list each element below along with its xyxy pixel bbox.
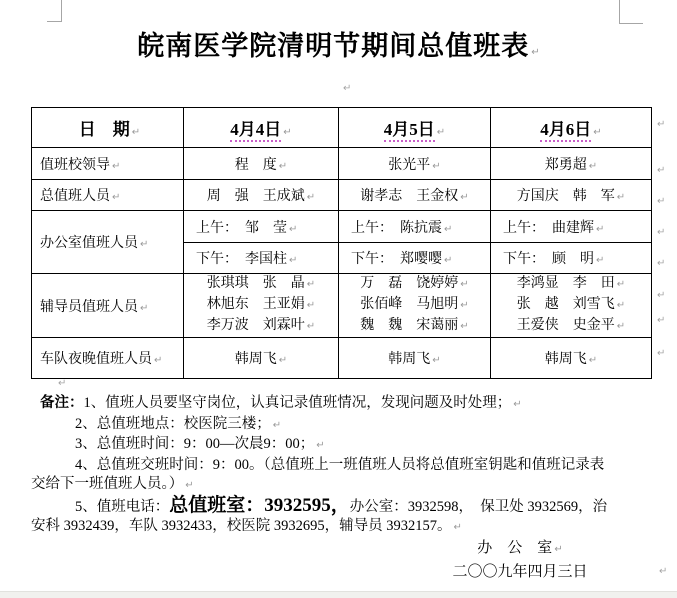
pilcrow-mark: ↵ <box>306 279 316 290</box>
value-cell <box>491 180 652 211</box>
value-cell <box>184 274 339 338</box>
person-name: 郑勇超 <box>544 157 587 173</box>
notes-section <box>31 394 656 538</box>
person-name: 周 强 王成斌 <box>206 189 305 204</box>
value-cell <box>184 148 339 180</box>
value-cell <box>491 148 652 180</box>
value-cell <box>339 148 491 180</box>
pilcrow-mark: ↵ <box>289 223 298 235</box>
pilcrow-mark: ↵ <box>659 566 668 577</box>
note-line-5-cont <box>31 517 656 538</box>
person-names: 张琪琪 张 晶 <box>206 276 305 291</box>
note-5-phones: 办公室：3932598， 保卫处 3932569，治 <box>349 498 608 515</box>
pilcrow-mark: ↵ <box>58 378 67 389</box>
note-4-text: 4、总值班交班时间：9：00。（总值班上一班值班人员将总值班室钥匙和值班记录表 <box>75 456 605 473</box>
pilcrow-mark: ↵ <box>343 83 352 94</box>
date-apr5: 4月5日 <box>384 120 435 142</box>
shift-entry: 下午： 李国柱 <box>196 252 287 267</box>
pilcrow-mark: ↵ <box>460 192 469 203</box>
note-4-continued: 交给下一班值班人员。） <box>31 476 184 492</box>
date-apr6: 4月6日 <box>540 120 591 142</box>
pilcrow-mark: ↵ <box>283 127 292 138</box>
note-line-1 <box>31 394 656 415</box>
header-date-label: 日 期 <box>78 120 130 139</box>
pilcrow-mark: ↵ <box>616 279 626 290</box>
date-apr4: 4月4日 <box>230 120 281 142</box>
pilcrow-mark: ↵ <box>306 300 316 311</box>
page-title <box>0 30 677 69</box>
name-line <box>495 295 647 316</box>
pilcrow-mark: ↵ <box>596 223 605 235</box>
person-names: 张 越 刘雪飞 <box>516 297 615 312</box>
pilcrow-mark: ↵ <box>657 315 666 326</box>
note-line-4 <box>31 456 656 476</box>
pilcrow-mark: ↵ <box>593 127 602 138</box>
pilcrow-mark: ↵ <box>289 255 298 266</box>
name-line <box>188 274 334 295</box>
person-name: 韩周飞 <box>234 352 277 367</box>
person-names: 王爱侠 史金平 <box>516 318 615 333</box>
signature-office <box>430 537 610 561</box>
header-date-cell <box>339 108 491 148</box>
value-cell <box>184 180 339 211</box>
note-5-prefix: 5、值班电话： <box>75 498 170 515</box>
value-cell <box>491 338 652 379</box>
margin-corner-mark <box>619 0 620 23</box>
notes-label: 备注： <box>40 395 84 411</box>
name-line <box>495 316 647 337</box>
name-line <box>343 274 486 295</box>
row-label: 车队夜晚值班人员 <box>40 352 152 367</box>
signature-date-text: 二〇〇九年四月三日 <box>452 564 588 580</box>
person-names: 李鸿显 李 田 <box>516 276 615 291</box>
person-names: 李万波 刘霖叶 <box>206 318 305 333</box>
pilcrow-mark: ↵ <box>306 321 316 332</box>
pilcrow-mark: ↵ <box>616 321 626 332</box>
row-label-cell <box>32 274 184 338</box>
row-label: 值班校领导 <box>40 157 110 173</box>
pilcrow-mark: ↵ <box>616 192 626 203</box>
shift-entry: 下午： 郑嘤嘤 <box>351 252 442 267</box>
pilcrow-mark: ↵ <box>140 302 149 314</box>
pilcrow-mark: ↵ <box>140 239 149 250</box>
value-cell <box>184 338 339 379</box>
note-3-text: 3、总值班时间：9：00—次晨9：00； <box>75 436 315 452</box>
row-label-cell <box>32 211 184 274</box>
pilcrow-mark: ↵ <box>460 279 469 290</box>
signature-block <box>430 537 610 583</box>
name-line <box>343 316 486 337</box>
margin-corner-mark <box>619 23 643 24</box>
pilcrow-mark: ↵ <box>306 192 316 203</box>
value-cell <box>491 274 652 338</box>
person-name: 韩周飞 <box>544 352 587 367</box>
value-cell <box>339 211 491 243</box>
row-label: 办公室值班人员 <box>40 236 138 251</box>
row-label: 辅导员值班人员 <box>40 299 138 315</box>
note-1-text: 1、值班人员要坚守岗位，认真记录值班情况，发现问题及时处理； <box>83 395 512 411</box>
pilcrow-mark: ↵ <box>616 300 626 311</box>
name-line <box>188 295 334 316</box>
pilcrow-mark: ↵ <box>272 419 282 431</box>
row-label: 总值班人员 <box>40 189 110 204</box>
pilcrow-mark: ↵ <box>596 255 605 266</box>
pilcrow-mark: ↵ <box>513 399 522 410</box>
row-label-cell <box>32 148 184 180</box>
pilcrow-mark: ↵ <box>432 160 441 172</box>
pilcrow-mark: ↵ <box>444 255 453 266</box>
pilcrow-mark: ↵ <box>432 355 441 366</box>
pilcrow-mark: ↵ <box>453 522 462 533</box>
person-name: 方国庆 韩 军 <box>516 189 615 204</box>
pilcrow-mark: ↵ <box>554 544 563 555</box>
person-names: 万 磊 饶婷婷 <box>360 276 459 291</box>
pilcrow-mark: ↵ <box>657 119 666 130</box>
person-names: 林旭东 王亚娟 <box>206 297 305 312</box>
row-label-cell <box>32 180 184 211</box>
pilcrow-mark: ↵ <box>657 165 666 176</box>
name-line <box>495 274 647 295</box>
name-line <box>343 295 486 316</box>
pilcrow-mark: ↵ <box>316 440 325 451</box>
value-cell <box>339 243 491 274</box>
pilcrow-mark: ↵ <box>588 355 598 366</box>
table-row-office-morning <box>32 211 652 243</box>
pilcrow-mark: ↵ <box>657 290 666 301</box>
value-cell <box>339 180 491 211</box>
name-line <box>188 316 334 337</box>
pilcrow-mark: ↵ <box>436 127 446 138</box>
header-date-cell <box>491 108 652 148</box>
value-cell <box>491 211 652 243</box>
person-name: 韩周飞 <box>388 352 431 367</box>
pilcrow-mark: ↵ <box>657 348 666 359</box>
value-cell <box>339 338 491 379</box>
pilcrow-mark: ↵ <box>154 355 163 366</box>
note-5-phones-continued: 安科 3932439，车队 3932433，校医院 3932695，辅导员 3932157。 <box>31 518 452 534</box>
note-2-text: 2、总值班地点：校医院三楼； <box>75 415 271 432</box>
pilcrow-mark: ↵ <box>112 160 121 172</box>
person-name: 谢孝志 王金权 <box>360 189 459 204</box>
note-line-2 <box>31 415 656 436</box>
table-row-fleet-night <box>32 338 652 379</box>
main-duty-phone: 总值班室：3932595， <box>169 494 350 516</box>
row-label-cell <box>32 338 184 379</box>
value-cell <box>491 243 652 274</box>
person-name: 张光平 <box>388 157 431 173</box>
person-name: 程 度 <box>234 157 277 173</box>
pilcrow-mark: ↵ <box>657 196 666 207</box>
duty-schedule-table <box>31 107 652 379</box>
table-row-counselors <box>32 274 652 338</box>
value-cell <box>184 211 339 243</box>
pilcrow-mark: ↵ <box>185 480 194 491</box>
signature-date <box>430 561 610 583</box>
window-bottom-edge <box>0 591 677 598</box>
value-cell <box>184 243 339 274</box>
shift-entry: 上午： 曲建辉 <box>503 220 594 236</box>
note-line-5 <box>31 496 656 518</box>
signature-office-text: 办 公 室 <box>477 540 553 556</box>
pilcrow-mark: ↵ <box>278 355 288 366</box>
note-line-3 <box>31 435 656 456</box>
margin-corner-mark <box>47 21 62 22</box>
person-names: 魏 魏 宋蔼丽 <box>360 318 459 333</box>
person-names: 张佰峰 马旭明 <box>360 297 459 312</box>
header-date-label-cell <box>32 108 184 148</box>
table-row-general-duty <box>32 180 652 211</box>
pilcrow-mark: ↵ <box>444 223 453 235</box>
pilcrow-mark: ↵ <box>657 227 666 238</box>
note-line-4-cont <box>31 475 656 496</box>
shift-entry: 上午： 邹 莹 <box>196 220 287 236</box>
header-date-cell <box>184 108 339 148</box>
value-cell <box>339 274 491 338</box>
pilcrow-mark: ↵ <box>460 300 469 311</box>
table-header-row <box>32 108 652 148</box>
pilcrow-mark: ↵ <box>588 160 598 172</box>
pilcrow-mark: ↵ <box>278 160 288 172</box>
pilcrow-mark: ↵ <box>460 321 469 332</box>
pilcrow-mark: ↵ <box>657 258 666 269</box>
pilcrow-mark: ↵ <box>131 127 141 138</box>
pilcrow-mark: ↵ <box>112 192 121 203</box>
pilcrow-mark: ↵ <box>531 47 540 58</box>
table-row-leader <box>32 148 652 180</box>
shift-entry: 上午： 陈抗震 <box>351 220 442 236</box>
margin-corner-mark <box>61 0 62 21</box>
shift-entry: 下午： 顾 明 <box>503 252 594 267</box>
page-title-text: 皖南医学院清明节期间总值班表 <box>137 31 530 61</box>
